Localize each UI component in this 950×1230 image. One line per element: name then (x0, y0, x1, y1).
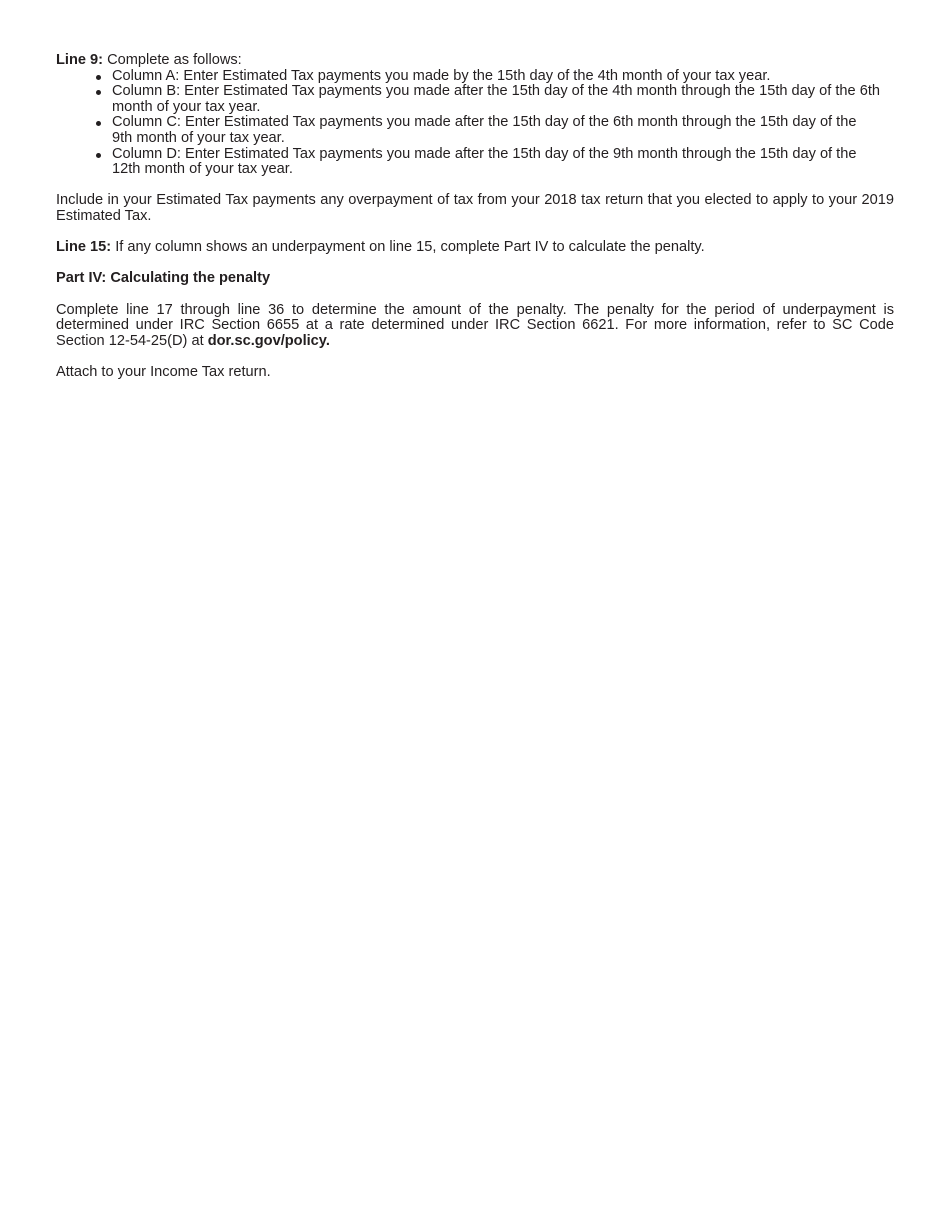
line9-paragraph (56, 53, 894, 69)
line9-label: Line 9: (56, 52, 104, 68)
column-c-item: Column C: Enter Estimated Tax payments you made after the 15th day of the 6th month through the 15th day of the 9th month of your tax year. (112, 115, 894, 146)
include-paragraph: Include in your Estimated Tax payments any overpayment of tax from your 2018 tax return that you elected to apply to your 2019 Estimated Tax. (56, 192, 894, 224)
part4-heading: Part IV: Calculating the penalty (56, 270, 271, 287)
part4-text: Complete line 17 through line 36 to determine the amount of the penalty. The penalty for the period of underpayment is determined under IRC Section 6655 at a rate determined under IRC Section 6621. For more information, refer to SC Code Section 12-54-25(D) at (56, 301, 894, 349)
line15-text: If any column shows an underpayment on line 15, complete Part IV to calculate the penalty. (111, 239, 705, 256)
attach-paragraph: Attach to your Income Tax return. (56, 363, 271, 380)
column-b-item: Column B: Enter Estimated Tax payments you made after the 15th day of the 4th month through the 15th day of the 6th month of your tax year. (112, 84, 894, 115)
policy-link[interactable]: dor.sc.gov/policy. (207, 332, 330, 349)
line9-text: Complete as follows: (103, 52, 242, 68)
part4-paragraph (56, 303, 894, 350)
line15-paragraph (56, 240, 894, 256)
instructions-page (56, 53, 894, 396)
column-d-item: Column D: Enter Estimated Tax payments you made after the 15th day of the 9th month through the 15th day of the 12th month of your tax year. (112, 147, 894, 178)
column-list (56, 69, 894, 178)
column-a-item: Column A: Enter Estimated Tax payments you made by the 15th day of the 4th month of your tax year. (112, 69, 894, 85)
line15-label: Line 15: (56, 239, 112, 256)
